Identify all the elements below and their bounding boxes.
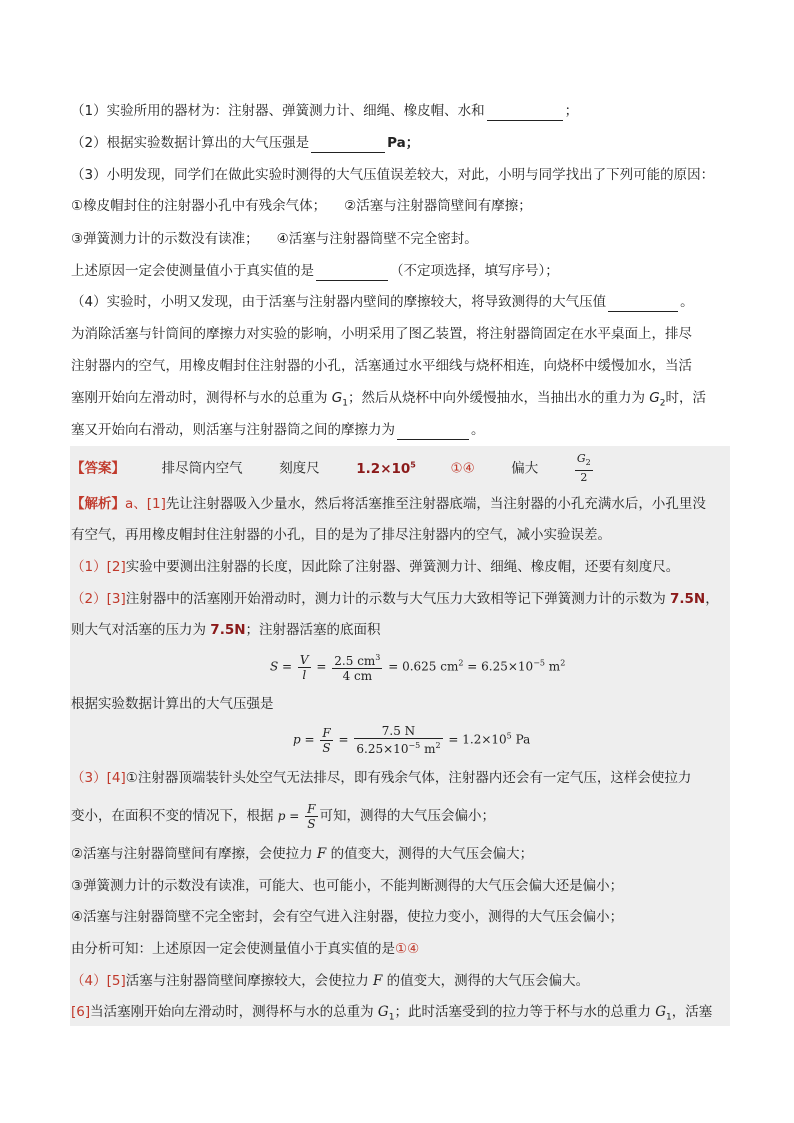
analysis-line12: 由分析可知：上述原因一定会使测量值小于真实值的是①④ [71, 941, 420, 957]
question-3-options-row2 [71, 229, 731, 249]
analysis-label: 【解析】 [71, 496, 125, 512]
question-2: （2）根据实验数据计算出的大气压强是 Pa； [71, 135, 420, 151]
answer-2: 刻度尺 [279, 460, 320, 477]
answer-4: ①④ [450, 460, 475, 477]
answer-blank[interactable] [316, 265, 388, 281]
formula-area: S = $\frac{V}{l}$ = $\frac{2.5 cm^3}{4 cm}$ = 0.625 $cm^2 = 6.25\times 10^{-5}$ $m^2$ [270, 652, 566, 683]
formula-pressure: p = $\frac{F}{S}$ = $\frac{7.5 N}{6.25\times 10^{-5} m^2}$ = $1.2\times 10^5$ Pa [293, 724, 531, 756]
answer-6-fraction: $\frac{G_2}{2}$ [576, 452, 591, 485]
option-4: ④活塞与注射器筒壁不完全密封。 [276, 231, 478, 247]
question-4-line2: 为消除活塞与针筒间的摩擦力对实验的影响，小明采用了图乙装置，将注射器筒固定在水平桌面上，排尽 [71, 326, 692, 342]
question-3-ask: 上述原因一定会使测量值小于真实值的是 （不定项选择，填写序号）； [71, 263, 559, 279]
analysis-line10: ③弹簧测力计的示数没有读准，可能大、也可能小，不能判断测得的大气压会偏大还是偏小； [71, 878, 624, 894]
question-4-line4: 塞刚开始向左滑动时，测得杯与水的总重为 $G_1$；然后从烧杯中向外缓慢抽水，当抽出水的重力为 $G_2$时，活 [71, 390, 706, 409]
answer-row [71, 452, 595, 485]
analysis-line13: （4）[5]活塞与注射器筒壁间摩擦较大，会使拉力 F 的值变大，测得的大气压会偏大。 [71, 973, 590, 989]
question-4-line5: 塞又开始向右滑动，则活塞与注射器筒之间的摩擦力为 。 [71, 422, 485, 438]
question-4-line3: 注射器内的空气，用橡皮帽封住注射器的小孔，活塞通过水平细线与烧杯相连，向烧杯中缓慢加水，当活 [71, 358, 692, 374]
answer-blank[interactable] [311, 137, 385, 153]
answer-blank[interactable] [608, 296, 678, 312]
analysis-line14: [6]当活塞刚开始向左滑动时，测得杯与水的总重为 $G_1$；此时活塞受到的拉力等于杯与水的总重力 $G_1$，活塞 [71, 1004, 713, 1023]
analysis-line9: ②活塞与注射器筒壁间有摩擦，会使拉力 F 的值变大，测得的大气压会偏大； [71, 846, 534, 862]
analysis-line4: （2）[3]注射器中的活塞刚开始滑动时，测力计的示数与大气压力大致相等记下弹簧测力计的示数为 7.5N， [71, 591, 719, 607]
analysis-line1: 【解析】a、[1]先让注射器吸入少量水，然后将活塞推至注射器底端，当注射器的小孔充满水后，小孔里没 [71, 496, 706, 512]
question-3-options-row1 [71, 196, 731, 216]
answer-blank[interactable] [397, 424, 469, 440]
option-1: ①橡皮帽封住的注射器小孔中有残余气体； [71, 198, 327, 214]
answer-3: $1.2\times 10^5$ [356, 460, 416, 477]
q1-text: （1）实验所用的器材为：注射器、弹簧测力计、细绳、橡皮帽、水和 [71, 103, 485, 119]
analysis-line2: 有空气，再用橡皮帽封住注射器的小孔，目的是为了排尽注射器内的空气，减小实验误差。 [71, 527, 611, 543]
question-3: （3）小明发现，同学们在做此实验时测得的大气压值误差较大，对此，小明与同学找出了下列可能的原因： [71, 167, 715, 183]
answer-label: 【答案】 [71, 460, 125, 477]
analysis-line8: 变小，在面积不变的情况下，根据 p = $\frac{F}{S}$ 可知，测得的大气压会偏小； [71, 802, 495, 831]
option-3: ③弹簧测力计的示数没有读准； [71, 231, 259, 247]
question-1: （1）实验所用的器材为：注射器、弹簧测力计、细绳、橡皮帽、水和 ； [71, 103, 579, 119]
analysis-line11: ④活塞与注射器筒壁不完全密封，会有空气进入注射器，使拉力变小，测得的大气压会偏小； [71, 909, 624, 925]
answer-blank[interactable] [487, 105, 563, 121]
analysis-line6: 根据实验数据计算出的大气压强是 [71, 696, 274, 712]
answer-1: 排尽筒内空气 [161, 460, 243, 477]
question-4-line1: （4）实验时，小明又发现，由于活塞与注射器内壁间的摩擦较大，将导致测得的大气压值 。 [71, 294, 694, 310]
analysis-line7: （3）[4]①注射器顶端装针头处空气无法排尽，即有残余气体，注射器内还会有一定气压，这样会使拉力 [71, 770, 692, 786]
option-2: ②活塞与注射器筒壁间有摩擦； [344, 198, 532, 214]
analysis-line3: （1）[2]实验中要测出注射器的长度，因此除了注射器、弹簧测力计、细绳、橡皮帽，还要有刻度尺。 [71, 559, 680, 575]
analysis-line5: 则大气对活塞的压力为 7.5N；注射器活塞的底面积 [71, 622, 381, 638]
answer-5: 偏大 [511, 460, 539, 477]
